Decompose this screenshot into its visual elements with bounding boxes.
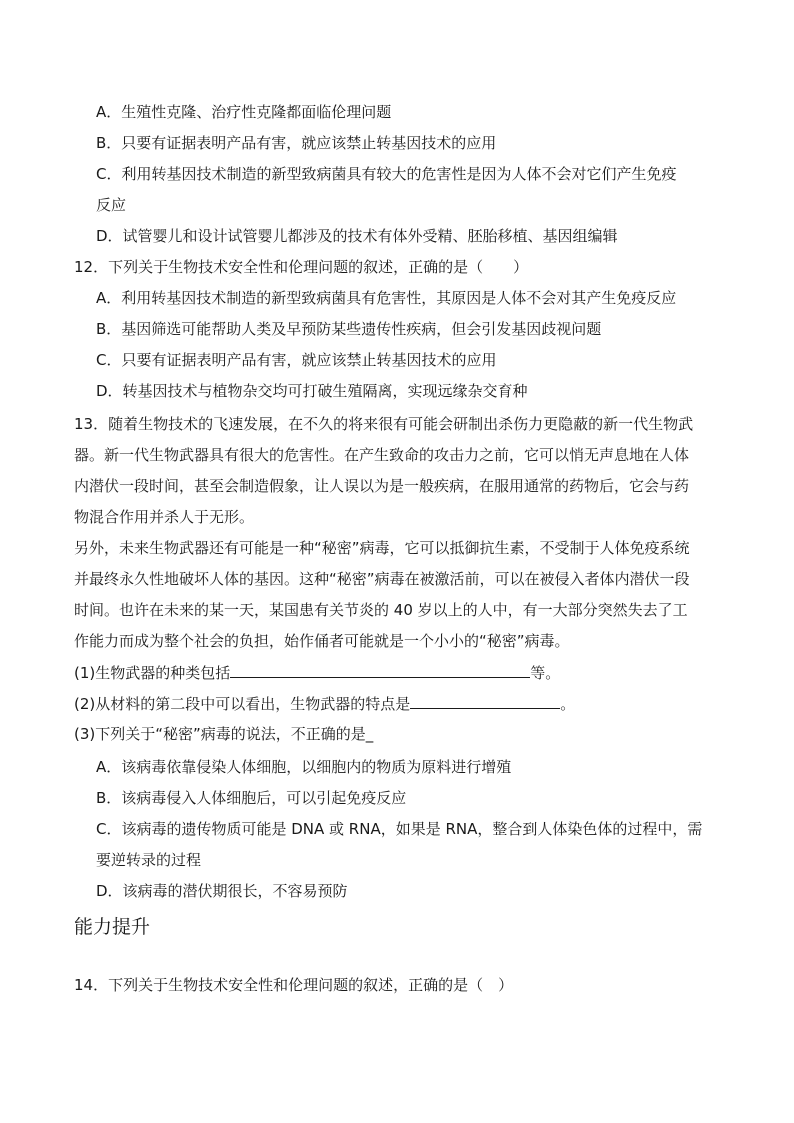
q13-sub2-answer-blank[interactable] bbox=[410, 693, 560, 709]
q13-sub2-prompt: (2)从材料的第二段中可以看出，生物武器的特点是 bbox=[74, 695, 411, 713]
question-12-stem: 12．下列关于生物技术安全性和伦理问题的叙述，正确的是（ ） bbox=[74, 258, 529, 276]
q13-para1-line4: 物混合作用并杀人于无形。 bbox=[74, 508, 255, 526]
prev-option-c: C．利用转基因技术制造的新型致病菌具有较大的危害性是因为人体不会对它们产生免疫 bbox=[96, 165, 677, 183]
q13-para2-line4: 作能力而成为整个社会的负担，始作俑者可能就是一个小小的“秘密”病毒。 bbox=[74, 632, 570, 650]
q12-option-d: D．转基因技术与植物杂交均可打破生殖隔离，实现远缘杂交育种 bbox=[96, 382, 528, 400]
q13-para2-line2: 并最终永久性地破坏人体的基因。这种“秘密”病毒在被激活前，可以在被侵入者体内潜伏一段 bbox=[74, 570, 690, 588]
q13-option-b: B．该病毒侵入人体细胞后，可以引起免疫反应 bbox=[96, 789, 407, 807]
q13-para2-line3: 时间。也许在未来的某一天，某国患有关节炎的 40 岁以上的人中，有一大部分突然失去了工 bbox=[74, 601, 688, 619]
q13-option-d: D．该病毒的潜伏期很长，不容易预防 bbox=[96, 882, 348, 900]
q13-para2-line1: 另外，未来生物武器还有可能是一种“秘密”病毒，它可以抵御抗生素，不受制于人体免疫系统 bbox=[74, 539, 690, 557]
q13-sub1 bbox=[74, 662, 560, 683]
q12-option-b: B．基因筛选可能帮助人类及早预防某些遗传性疾病，但会引发基因歧视问题 bbox=[96, 320, 602, 338]
q13-para1-line1: 13．随着生物技术的飞速发展，在不久的将来很有可能会研制出杀伤力更隐蔽的新一代生物武 bbox=[74, 415, 694, 433]
q13-sub1-suffix: 等。 bbox=[530, 664, 561, 682]
q13-option-c-continued: 要逆转录的过程 bbox=[96, 851, 202, 869]
q12-option-c: C．只要有证据表明产品有害，就应该禁止转基因技术的应用 bbox=[96, 351, 497, 369]
q12-option-a: A．利用转基因技术制造的新型致病菌具有危害性，其原因是人体不会对其产生免疫反应 bbox=[96, 289, 677, 307]
q13-sub2-suffix: 。 bbox=[560, 695, 576, 713]
question-14-stem: 14．下列关于生物技术安全性和伦理问题的叙述，正确的是（ ） bbox=[74, 976, 514, 994]
q13-sub1-prompt: (1)生物武器的种类包括 bbox=[74, 664, 231, 682]
q13-para1-line3: 内潜伏一段时间，甚至会制造假象，让人误以为是一般疾病，在服用通常的药物后，它会与药 bbox=[74, 477, 690, 495]
prev-option-d: D．试管婴儿和设计试管婴儿都涉及的技术有体外受精、胚胎移植、基因组编辑 bbox=[96, 227, 618, 245]
prev-option-a: A．生殖性克隆、治疗性克隆都面临伦理问题 bbox=[96, 103, 392, 121]
q13-sub3: (3)下列关于“秘密”病毒的说法，不正确的是_ bbox=[74, 725, 374, 743]
section-heading: 能力提升 bbox=[74, 916, 151, 938]
q13-sub2 bbox=[74, 693, 575, 714]
q13-sub1-answer-blank[interactable] bbox=[230, 662, 530, 678]
q13-para1-line2: 器。新一代生物武器具有很大的危害性。在产生致命的攻击力之前，它可以悄无声息地在人体 bbox=[74, 446, 690, 464]
q13-option-c: C．该病毒的遗传物质可能是 DNA 或 RNA，如果是 RNA，整合到人体染色体的过程中，需 bbox=[96, 820, 703, 838]
prev-option-c-continued: 反应 bbox=[96, 196, 127, 214]
prev-option-b: B．只要有证据表明产品有害，就应该禁止转基因技术的应用 bbox=[96, 134, 497, 152]
q13-option-a: A．该病毒依靠侵染人体细胞，以细胞内的物质为原料进行增殖 bbox=[96, 758, 512, 776]
